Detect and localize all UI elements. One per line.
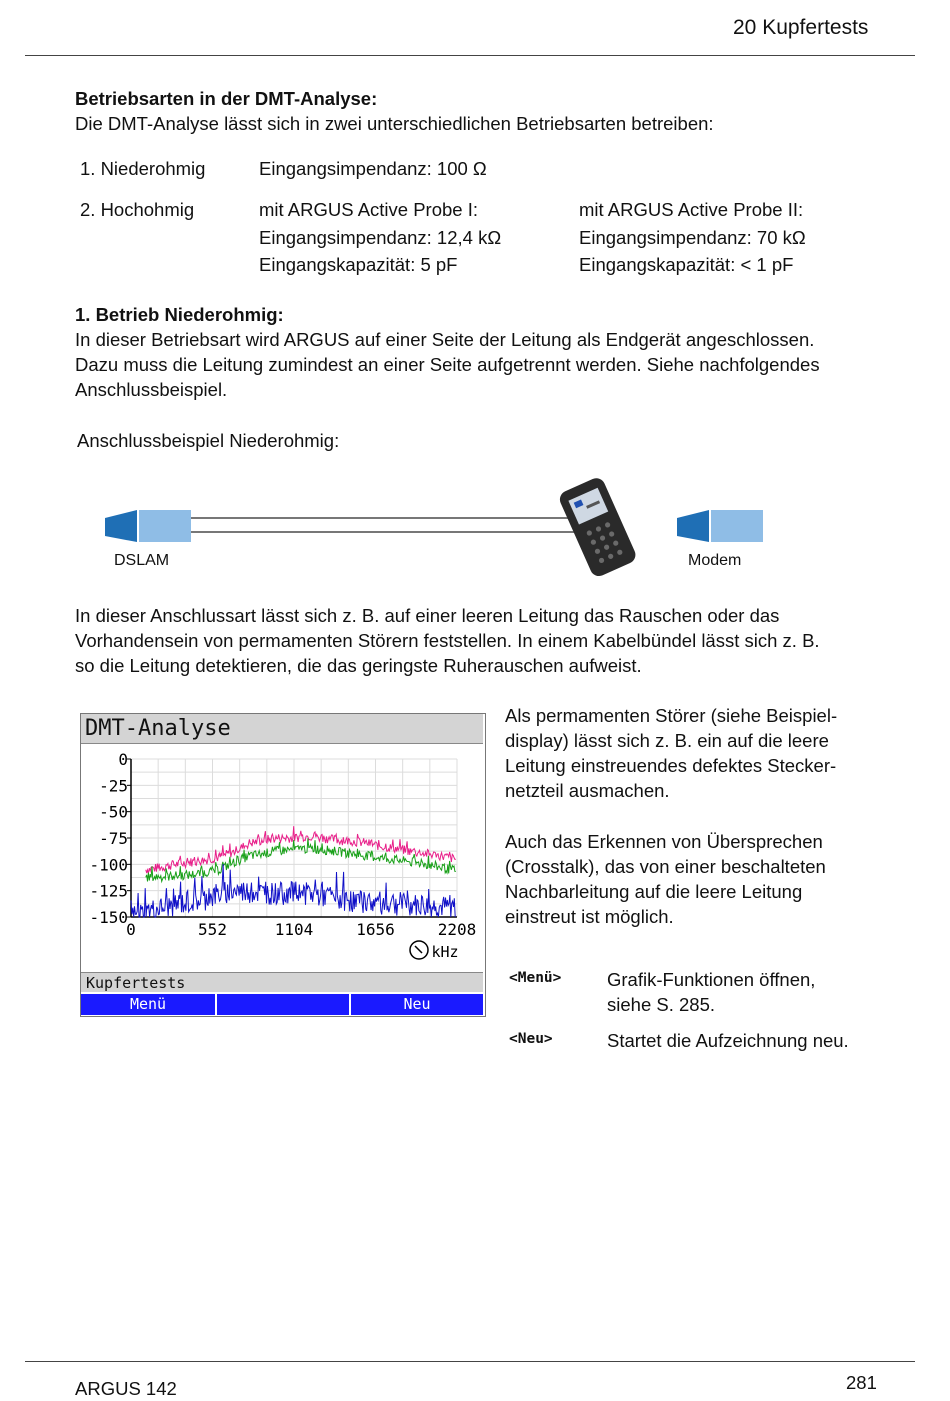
x-tick-label: 552 (198, 920, 227, 939)
paragraph-line: Nachbarleitung auf die leere Leitung (505, 881, 803, 902)
diagram-caption: Anschlussbeispiel Niederohmig: (77, 430, 340, 451)
probe-2-impedance: Eingangsimpendanz: 70 kΩ (579, 227, 806, 248)
probe-2-capacity: Eingangskapazität: < 1 pF (579, 254, 794, 275)
dslam-plug-icon (105, 510, 191, 542)
key-menu-desc: siehe S. 285. (607, 994, 715, 1015)
y-tick-label: 0 (118, 750, 128, 769)
key-neu-desc: Startet die Aufzeichnung neu. (607, 1030, 849, 1051)
x-tick-label: 1104 (274, 920, 314, 939)
softkey-neu[interactable]: Neu (351, 994, 483, 1015)
section-heading-niederohmig: 1. Betrieb Niederohmig: (75, 304, 284, 325)
series-line-0 (146, 826, 456, 873)
paragraph-line: einstreut ist möglich. (505, 906, 674, 927)
paragraph-line: Als permamenten Störer (siehe Beispiel- (505, 705, 838, 726)
softkey-menu[interactable]: Menü (81, 994, 215, 1015)
screen-status-bar: Kupfertests (81, 972, 483, 992)
y-tick-label: -50 (99, 802, 128, 822)
x-tick-label: 0 (126, 920, 136, 939)
footer-product: ARGUS 142 (75, 1378, 177, 1399)
key-menu-label: <Menü> (509, 970, 562, 986)
softkey-blank[interactable] (217, 994, 349, 1015)
y-tick-label: -125 (89, 881, 128, 901)
header-rule (25, 55, 915, 56)
chapter-title: 20 Kupfertests (733, 16, 869, 39)
dmt-analyse-screen (80, 713, 486, 1017)
argus-device-icon (557, 475, 638, 579)
paragraph-line: Anschlussbeispiel. (75, 379, 228, 400)
probe-2-title: mit ARGUS Active Probe II: (579, 199, 804, 220)
magnifier-icon-handle (415, 946, 422, 953)
dmt-spectrum-chart (81, 745, 483, 971)
y-tick-label: -100 (89, 855, 128, 875)
probe-1-impedance: Eingangsimpendanz: 12,4 kΩ (259, 227, 502, 248)
x-unit-label: kHz (431, 943, 459, 961)
paragraph-line: so die Leitung detektieren, die das geringste Ruherauschen aufweist. (75, 655, 642, 676)
mode-2-label: 2. Hochohmig (80, 199, 195, 220)
paragraph-line: display) lässt sich z. B. ein auf die leere (505, 730, 829, 751)
paragraph-line: Leitung einstreuendes defektes Stecker- (505, 755, 837, 776)
section-heading-betriebsarten: Betriebsarten in der DMT-Analyse: (75, 88, 378, 109)
y-tick-label: -150 (89, 908, 128, 927)
y-tick-label: -25 (99, 776, 128, 796)
paragraph-line: (Crosstalk), das von einer beschalteten (505, 856, 826, 877)
paragraph-line: Vorhandensein von permamenten Störern feststellen. In einem Kabelbündel lässt sich z. B. (75, 630, 820, 651)
paragraph-line: Auch das Erkennen von Übersprechen (505, 831, 823, 852)
modem-plug-icon (677, 510, 763, 542)
paragraph-line: In dieser Betriebsart wird ARGUS auf einer Seite der Leitung als Endgerät angeschlossen. (75, 329, 815, 350)
paragraph-line: In dieser Anschlussart lässt sich z. B. auf einer leeren Leitung das Rauschen oder das (75, 605, 780, 626)
probe-1-title: mit ARGUS Active Probe I: (259, 199, 478, 220)
dslam-label: DSLAM (114, 552, 170, 569)
screen-title: DMT-Analyse (81, 714, 483, 744)
mode-1-label: 1. Niederohmig (80, 158, 206, 179)
paragraph-line: netzteil ausmachen. (505, 780, 670, 801)
x-tick-label: 1656 (356, 920, 395, 939)
section-intro: Die DMT-Analyse lässt sich in zwei unterschiedlichen Betriebsarten betreiben: (75, 113, 714, 134)
y-tick-label: -75 (99, 829, 128, 848)
x-tick-label: 2208 (437, 920, 477, 939)
footer-rule (25, 1361, 915, 1362)
key-neu-label: <Neu> (509, 1031, 553, 1047)
probe-1-capacity: Eingangskapazität: 5 pF (259, 254, 458, 275)
modem-label: Modem (688, 552, 742, 569)
paragraph-line: Dazu muss die Leitung zumindest an einer Seite aufgetrennt werden. Siehe nachfolgendes (75, 354, 820, 375)
key-menu-desc: Grafik-Funktionen öffnen, (607, 969, 816, 990)
mode-1-value: Eingangsimpendanz: 100 Ω (259, 158, 487, 179)
page-number: 281 (846, 1372, 877, 1393)
